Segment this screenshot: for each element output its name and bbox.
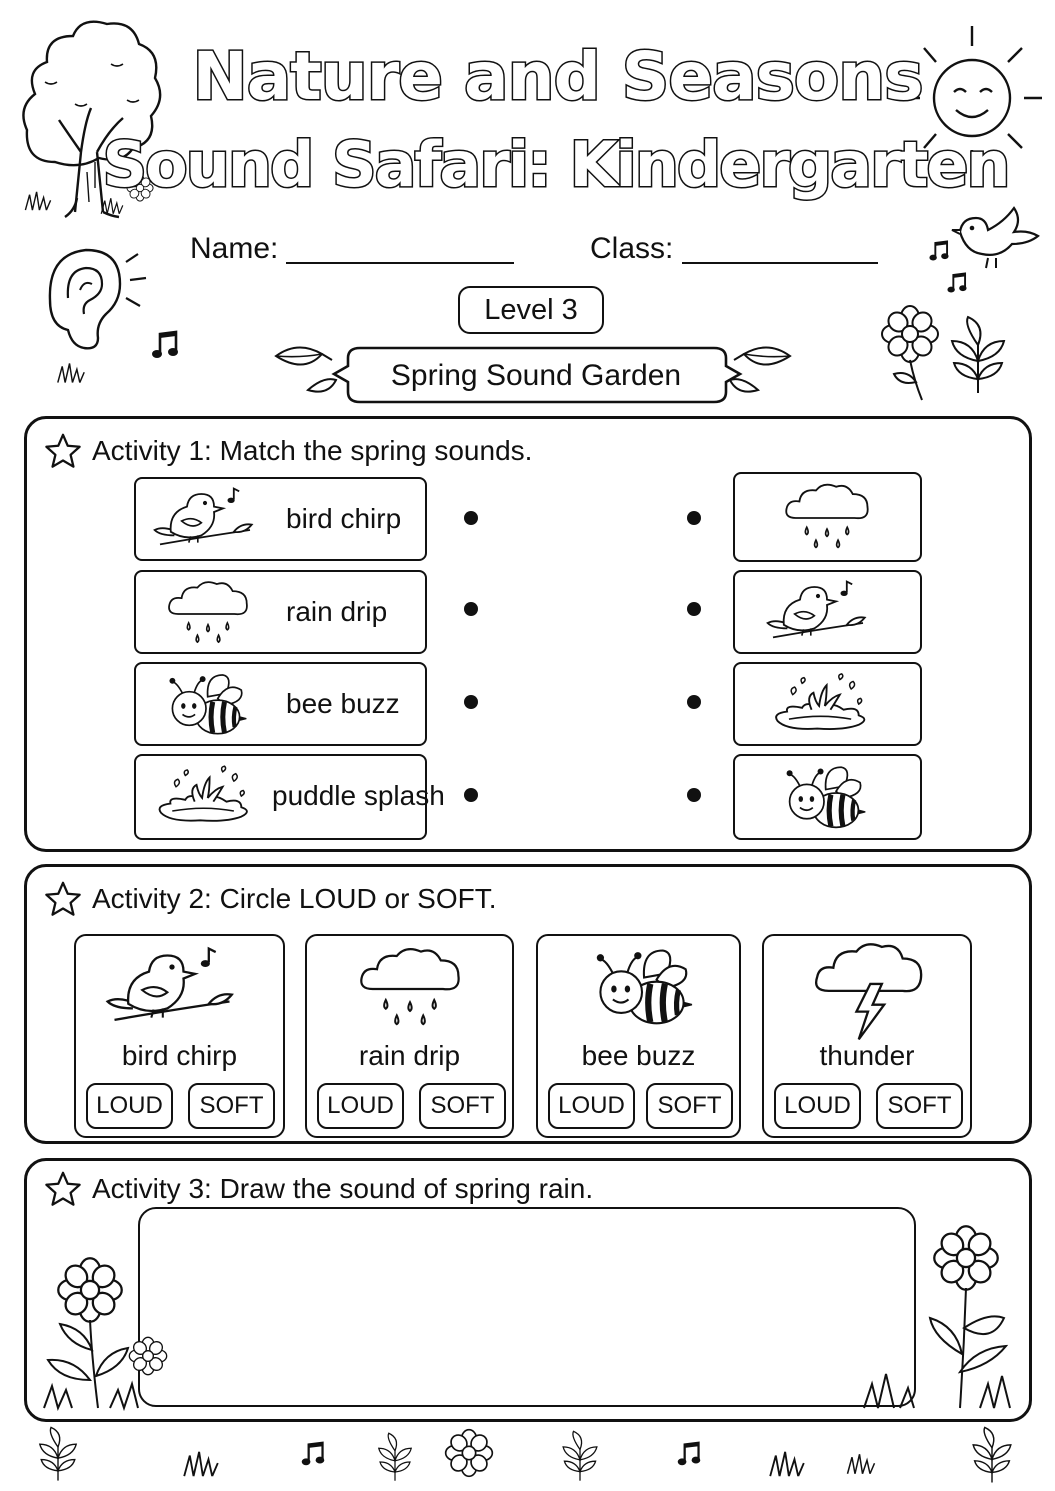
plant-icon (960, 1426, 1024, 1484)
music-note-icon (300, 1440, 326, 1468)
plant-icon (948, 310, 1008, 400)
star-icon (44, 432, 82, 470)
page-title-line-2: Sound Safari: Kindergarten (102, 128, 1009, 201)
plant-icon (372, 1432, 418, 1482)
songbird-icon (952, 200, 1042, 270)
match-left-card-bee[interactable] (134, 662, 427, 746)
match-right-card[interactable] (733, 662, 922, 746)
music-note-icon (676, 1440, 702, 1468)
bee-icon (781, 760, 867, 838)
grass-icon (768, 1450, 806, 1478)
loud-button[interactable]: LOUD (317, 1083, 404, 1129)
flower-icon (880, 304, 940, 364)
activity-3-title (44, 1170, 593, 1208)
match-dot-left[interactable] (464, 788, 478, 802)
bird-icon (102, 944, 242, 1036)
match-dot-right[interactable] (687, 511, 701, 525)
flower-stem-icon (890, 360, 940, 400)
match-left-label: rain drip (286, 596, 388, 627)
match-dot-right[interactable] (687, 602, 701, 616)
match-left-card-bird[interactable] (134, 477, 427, 561)
activity-2-title-text: Activity 2: Circle LOUD or SOFT. (92, 883, 497, 914)
activity-1-title-text: Activity 1: Match the spring sounds. (92, 435, 533, 466)
music-note-icon (150, 330, 180, 360)
sound-card-rain (305, 934, 514, 1138)
sound-label: bird chirp (121, 1040, 238, 1071)
flower-icon (444, 1428, 494, 1478)
soft-button[interactable]: SOFT (646, 1083, 733, 1129)
flower-icon (56, 1256, 124, 1324)
puddle-splash-icon (763, 672, 879, 738)
match-left-card-puddle[interactable] (134, 754, 445, 840)
soft-button[interactable]: SOFT (419, 1083, 506, 1129)
music-note-icon (946, 268, 968, 298)
match-right-card[interactable] (733, 570, 922, 654)
music-note-icon (928, 236, 950, 266)
thunder-cloud-icon (810, 940, 926, 1044)
sound-label: rain drip (358, 1040, 461, 1071)
puddle-splash-icon (148, 764, 260, 830)
ear-icon (40, 240, 150, 350)
grass-icon (56, 362, 86, 384)
bee-icon (164, 668, 248, 744)
soft-button[interactable]: SOFT (876, 1083, 963, 1129)
match-dot-left[interactable] (464, 602, 478, 616)
level-badge: Level 3 (458, 286, 604, 334)
rain-cloud-icon (781, 480, 873, 556)
flower-icon (932, 1224, 1000, 1292)
sound-card-bird (74, 934, 285, 1138)
loud-button[interactable]: LOUD (774, 1083, 861, 1129)
activity-3-title-text: Activity 3: Draw the sound of spring rain. (92, 1173, 594, 1204)
bee-icon (590, 942, 694, 1036)
match-dot-left[interactable] (464, 511, 478, 525)
page-title-line-1: Nature and Seasons (192, 38, 923, 115)
sound-card-bee (536, 934, 741, 1138)
soft-button[interactable]: SOFT (188, 1083, 275, 1129)
match-left-label: puddle splash (272, 780, 445, 811)
star-icon (44, 1170, 82, 1208)
sound-label: thunder (819, 1040, 915, 1071)
match-right-card[interactable] (733, 754, 922, 840)
loud-button[interactable]: LOUD (548, 1083, 635, 1129)
name-field[interactable] (286, 262, 514, 264)
drawing-area[interactable] (138, 1207, 916, 1407)
plant-icon (28, 1426, 88, 1482)
plant-icon (556, 1430, 604, 1482)
star-icon (44, 880, 82, 918)
flower-stem-icon (860, 1288, 1024, 1410)
rain-cloud-icon (164, 578, 252, 650)
match-left-card-rain[interactable] (134, 570, 427, 654)
grass-icon (182, 1450, 220, 1478)
match-dot-left[interactable] (464, 695, 478, 709)
loud-button[interactable]: LOUD (86, 1083, 173, 1129)
sound-label: bee buzz (581, 1040, 696, 1071)
match-dot-right[interactable] (687, 788, 701, 802)
grass-icon (846, 1452, 876, 1476)
class-field[interactable] (682, 262, 878, 264)
match-left-label: bird chirp (286, 503, 402, 534)
match-right-card[interactable] (733, 472, 922, 562)
bird-icon (759, 578, 877, 650)
flower-icon (128, 1336, 168, 1376)
sound-card-thunder (762, 934, 972, 1138)
class-label: Class: (590, 232, 674, 265)
activity-2-title (44, 880, 497, 918)
rain-cloud-icon (355, 942, 465, 1036)
match-left-label: bee buzz (286, 688, 400, 719)
section-banner: Spring Sound Garden (390, 359, 682, 392)
activity-1-title (44, 432, 532, 470)
name-label: Name: (190, 232, 279, 265)
match-dot-right[interactable] (687, 695, 701, 709)
bird-icon (146, 485, 264, 557)
